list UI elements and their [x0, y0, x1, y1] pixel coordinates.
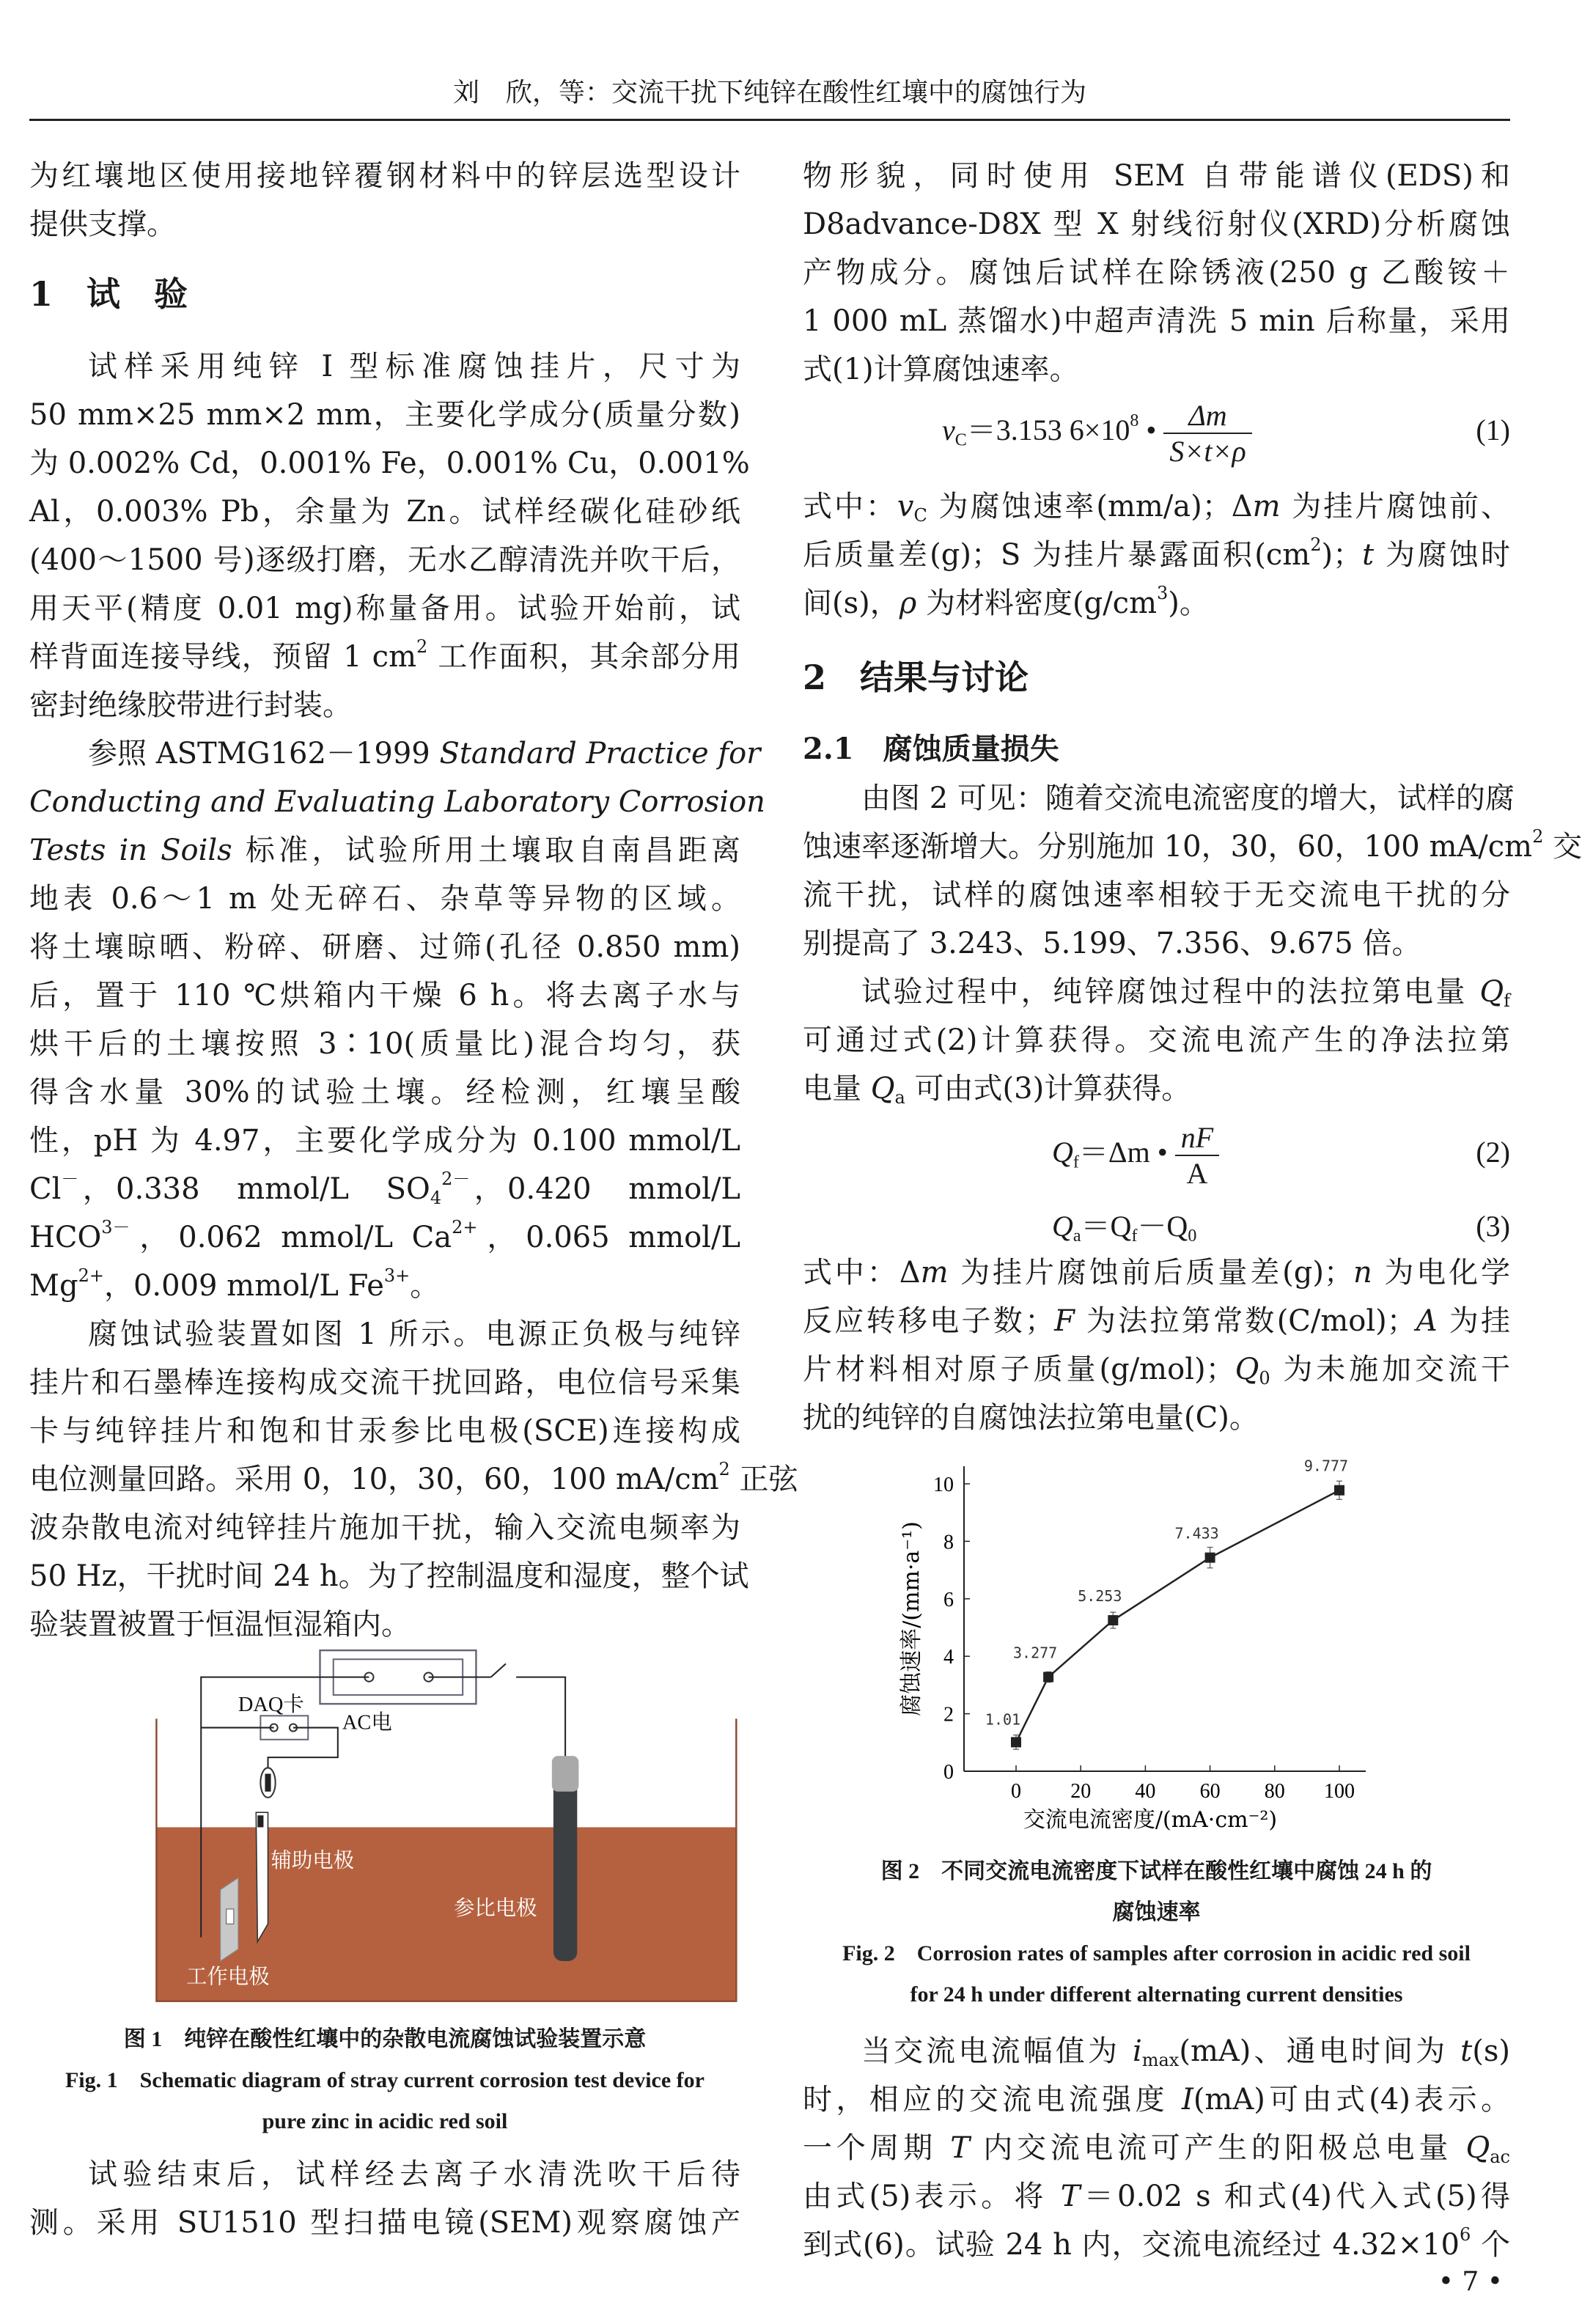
section-1-heading: 1 试 验 [29, 274, 188, 314]
text-line: 性，pH 为 4.97，主要化学成分为 0.100 mmol/L [29, 1124, 740, 1158]
text-line: 式(1)计算腐蚀速率。 [803, 353, 1079, 386]
figure-2-caption-cn-1: 图 2 不同交流电流密度下试样在酸性红壤中腐蚀 24 h 的 [880, 1859, 1432, 1883]
figure-2-caption-cn-2: 腐蚀速率 [1112, 1900, 1201, 1924]
text-line: (400～1500 号)逐级打磨，无水乙醇清洗并吹干后， [29, 543, 740, 577]
text-segment: 。 [410, 1269, 440, 1303]
data-point [1334, 1485, 1344, 1496]
x-axis-label: 交流电流密度/(mA·cm⁻²) [1023, 1807, 1278, 1833]
ac-charge-paragraph [803, 2027, 1510, 2269]
text-segment: 为电化学 [1372, 1256, 1511, 1290]
text-segment: F [1054, 1304, 1075, 1338]
y-tick-label: 0 [943, 1761, 954, 1784]
text-segment: 3+ [383, 1265, 411, 1286]
x-tick-label: 60 [1199, 1780, 1221, 1803]
y-tick-label: 6 [943, 1588, 954, 1611]
text-segment: 2 [1310, 534, 1322, 555]
text-line: 1 000 mL 蒸馏水)中超声清洗 5 min 后称量，采用 [803, 304, 1510, 338]
text-segment: 可由式(3)计算获得。 [905, 1072, 1191, 1106]
text-line: 将土壤晾晒、粉碎、研磨、过筛(孔径 0.850 mm) [29, 930, 740, 964]
text-line: 流干扰，试样的腐蚀速率相较于无交流电干扰的分 [803, 878, 1510, 912]
data-point [1043, 1672, 1053, 1683]
text-segment: Cl [29, 1172, 62, 1206]
text-segment: 由式(5)表示。将 [803, 2180, 1061, 2213]
figure-1-caption-en-2: pure zinc in acidic red soil [262, 2109, 508, 2133]
text-segment: ，0.065 mmol/L [477, 1221, 741, 1254]
text-segment: T [950, 2131, 970, 2165]
text-line: 验装置被置于恒温恒湿箱内。 [29, 1608, 411, 1641]
switch [491, 1663, 506, 1677]
equation-2-3-definitions [803, 1249, 1510, 1442]
y-axis-label: 腐蚀速率/(mm·a⁻¹) [899, 1521, 924, 1716]
text-segment: v [897, 490, 914, 523]
text-line: 别提高了 3.243、5.199、7.356、9.675 倍。 [803, 927, 1421, 960]
section-2-heading: 2 结果与讨论 [803, 658, 1029, 697]
equation-1-definitions [803, 482, 1510, 628]
figure-1-caption-en-1: Fig. 1 Schematic diagram of stray current corrosion test device for [65, 2068, 704, 2092]
text-segment: Standard Practice for [439, 737, 761, 771]
text-segment: 为未施加交流干 [1270, 1353, 1510, 1386]
text-line: Al，0.003% Pb，余量为 Zn。试样经碳化硅砂纸 [29, 495, 740, 529]
data-label: 9.777 [1303, 1457, 1349, 1475]
text-line: 可通过式(2)计算获得。交流电流产生的净法拉第 [803, 1023, 1510, 1057]
text-segment: 内交流电流可产生的阳极总电量 [969, 2131, 1466, 2165]
text-segment: 当交流电流幅值为 [861, 2034, 1133, 2068]
daq-label: DAQ卡 [238, 1694, 304, 1717]
text-line [803, 1297, 1510, 1345]
equation-number: (3) [1476, 1210, 1510, 1243]
text-segment: 式中： [803, 490, 897, 523]
text-line [29, 1213, 740, 1262]
figure-1-apparatus-diagram [149, 1644, 759, 2016]
text-segment: 标准，试验所用土壤取自南昌距离 [232, 834, 740, 867]
text-segment: 电量 [803, 1072, 871, 1106]
text-segment: 正弦 [729, 1463, 798, 1496]
text-segment: Q [1235, 1353, 1259, 1386]
text-line: 50 Hz，干扰时间 24 h。为了控制温度和湿度，整个试 [29, 1559, 749, 1593]
text-segment: m [920, 1256, 949, 1290]
x-tick-label: 100 [1324, 1780, 1355, 1803]
text-segment: )。 [1168, 586, 1209, 620]
text-line: 后，置于 110 ℃烘箱内干燥 6 h。将去离子水与 [29, 979, 740, 1012]
text-line [803, 1249, 1510, 1297]
x-tick-label: 20 [1070, 1780, 1092, 1803]
text-segment: 试验过程中，纯锌腐蚀过程中的法拉第电量 [861, 975, 1480, 1009]
analysis-paragraph [803, 152, 1510, 394]
text-line [803, 1064, 1510, 1113]
text-line: 腐蚀试验装置如图 1 所示。电源正负极与纯锌 [88, 1317, 740, 1351]
text-segment: 参照 ASTMG162－1999 [88, 737, 440, 771]
text-segment: 为挂片腐蚀前、 [1280, 490, 1511, 523]
equation-number: (2) [1476, 1136, 1510, 1169]
text-segment: I [1182, 2083, 1193, 2117]
text-segment: Conducting and Evaluating Laboratory Corrosion [29, 785, 765, 819]
text-segment: 工作面积，其余部分用 [427, 640, 741, 674]
auxiliary-electrode-label: 辅助电极 [271, 1848, 355, 1873]
reference-electrode [553, 1768, 577, 1961]
text-segment: 2+ [452, 1216, 478, 1238]
text-segment: 为腐蚀速率(mm/a)；Δ [927, 490, 1253, 523]
data-point [1011, 1737, 1021, 1747]
text-line: D8advance-D8X 型 X 射线衍射仪(XRD)分析腐蚀 [803, 207, 1510, 241]
figure-2-caption-en-1: Fig. 2 Corrosion rates of samples after corrosion in acidic red soil [842, 1941, 1471, 1966]
text-line [803, 2172, 1510, 2221]
text-line: 得含水量 30%的试验土壤。经检测，红壤呈酸 [29, 1075, 740, 1109]
text-segment: m [1252, 490, 1281, 523]
text-segment: Q [1479, 975, 1504, 1009]
y-tick-label: 10 [933, 1474, 954, 1496]
text-segment: (mA)可由式(4)表示。 [1193, 2083, 1510, 2117]
text-line [803, 579, 1510, 628]
text-segment: )； [1321, 538, 1363, 572]
text-segment: － [61, 1168, 79, 1189]
figure-2-corrosion-rate-chart [803, 1455, 1510, 1836]
text-segment: 4 [430, 1188, 442, 1209]
text-segment: i [1132, 2034, 1142, 2068]
mass-loss-paragraphs [803, 774, 1582, 1113]
data-label: 3.277 [1012, 1644, 1058, 1662]
text-line: 产物成分。腐蚀后试样在除锈液(250 g 乙酸铵＋ [803, 256, 1510, 290]
text-segment: 为材料密度(g/cm [916, 586, 1157, 620]
data-label: 5.253 [1078, 1587, 1122, 1606]
y-tick-label: 2 [943, 1703, 954, 1727]
text-segment: 为腐蚀时 [1374, 538, 1510, 572]
text-segment: 时，相应的交流电流强度 [803, 2083, 1182, 2117]
figure-1-caption-cn: 图 1 纯锌在酸性红壤中的杂散电流腐蚀试验装置示意 [123, 2027, 647, 2051]
text-line: 扰的纯锌的自腐蚀法拉第电量(C)。 [803, 1401, 1259, 1435]
fraction: $\frac{\Delta m}{S\times t\times\rho}$ [1163, 398, 1251, 468]
text-line: 挂片和石墨棒连接构成交流干扰回路，电位信号采集 [29, 1366, 740, 1400]
reference-electrode-label: 参比电极 [454, 1896, 537, 1921]
text-line: 为 0.002% Cd，0.001% Fe，0.001% Cu，0.001% [29, 446, 750, 480]
text-segment: 2 [416, 636, 428, 657]
text-segment: 为挂 [1437, 1304, 1511, 1338]
equation-2: $Q_f=\Delta m$ • $\frac{nF}{A}$ (2) [1052, 1121, 1510, 1190]
data-point [1108, 1615, 1118, 1625]
text-segment: Mg [29, 1269, 78, 1303]
header-rule [29, 119, 1510, 121]
text-line [29, 1455, 798, 1504]
text-line [29, 633, 740, 681]
text-line [29, 1262, 740, 1310]
text-line [803, 531, 1510, 579]
text-segment: a [894, 1087, 905, 1108]
text-segment: ＝0.02 s 和式(4)代入式(5)得 [1080, 2180, 1510, 2213]
text-line [803, 2221, 1510, 2269]
text-line: 由图 2 可见：随着交流电流密度的增大，试样的腐 [861, 782, 1515, 815]
ac-label: AC电 [342, 1711, 392, 1735]
text-line [29, 826, 740, 875]
text-line [803, 2027, 1510, 2075]
text-segment: 2－ [441, 1168, 471, 1189]
text-line: 用天平(精度 0.01 mg)称量备用。试验开始前，试 [29, 592, 740, 625]
text-segment: ρ [899, 586, 917, 620]
text-segment: A [1416, 1304, 1438, 1338]
auxiliary-electrode [256, 1812, 268, 1941]
page-number: • 7 • [1438, 2267, 1503, 2297]
text-segment: 一个周期 [803, 2131, 951, 2165]
experiment-paragraphs [29, 342, 798, 1649]
x-tick-label: 40 [1135, 1780, 1156, 1803]
text-line: 物形貌，同时使用 SEM 自带能谱仪(EDS)和 [803, 159, 1510, 193]
text-segment: 为挂片腐蚀前后质量差(g)； [948, 1256, 1353, 1290]
text-line: 波杂散电流对纯锌挂片施加干扰，输入交流电频率为 [29, 1511, 740, 1545]
data-point [1205, 1553, 1215, 1563]
text-segment: ，0.420 mmol/L [470, 1172, 740, 1206]
post-test-paragraph [29, 2150, 740, 2247]
text-segment: 0 [1259, 1368, 1270, 1389]
text-line: 提供支撑。 [29, 207, 176, 241]
text-segment: 后质量差(g)；S 为挂片暴露面积(cm [803, 538, 1311, 572]
x-tick-label: 0 [1011, 1780, 1021, 1803]
text-segment: f [1504, 990, 1510, 1012]
y-tick-label: 8 [943, 1531, 954, 1554]
text-segment: 交 [1543, 830, 1582, 864]
text-line: 密封绝缘胶带进行封装。 [29, 688, 352, 722]
text-segment: 3－ [101, 1216, 130, 1238]
text-line: 烘干后的土壤按照 3∶10(质量比)混合均匀，获 [29, 1027, 740, 1061]
intro-paragraph [29, 152, 740, 249]
text-segment: Q [870, 1072, 895, 1106]
text-line: 测。采用 SU1510 型扫描电镜(SEM)观察腐蚀产 [29, 2206, 740, 2240]
text-segment: 2+ [78, 1265, 104, 1286]
text-line [803, 968, 1510, 1016]
x-tick-label: 80 [1264, 1780, 1285, 1803]
text-line [29, 778, 765, 826]
running-header: 刘 欣，等：交流干扰下纯锌在酸性红壤中的腐蚀行为 [452, 78, 1086, 108]
y-tick-label: 4 [943, 1646, 954, 1669]
text-segment: 样背面连接导线，预留 1 cm [29, 640, 417, 674]
text-segment: ，0.009 mmol/L Fe [103, 1269, 384, 1303]
data-label: 1.01 [985, 1710, 1021, 1729]
text-line [803, 823, 1582, 871]
text-segment: 6 [1459, 2224, 1471, 2245]
text-line: 地表 0.6～1 m 处无碎石、杂草等异物的区域。 [29, 882, 740, 916]
text-segment: Q [1465, 2131, 1490, 2165]
text-segment: t [1460, 2034, 1473, 2068]
text-segment: ac [1490, 2147, 1510, 2168]
text-segment: 2 [718, 1458, 730, 1479]
text-line: 为红壤地区使用接地锌覆钢材料中的锌层选型设计 [29, 159, 740, 193]
text-segment: (s) [1472, 2034, 1510, 2068]
working-electrode-label: 工作电极 [185, 1964, 270, 1989]
text-segment: 2 [1532, 825, 1544, 847]
text-line: 试样采用纯锌 I 型标准腐蚀挂片，尺寸为 [88, 350, 740, 383]
text-segment: 为法拉第常数(C/mol)； [1074, 1304, 1416, 1338]
equation-number: (1) [1476, 413, 1510, 446]
text-segment: T [1060, 2180, 1081, 2213]
text-line [29, 1165, 740, 1213]
text-segment: Tests in Soils [29, 834, 232, 867]
figure-2-caption-en-2: for 24 h under different alternating current densities [910, 1982, 1403, 2007]
text-segment: 蚀速率逐渐增大。分别施加 10，30，60，100 mA/cm [803, 830, 1533, 864]
text-segment: 个 [1471, 2228, 1510, 2262]
text-segment: 到式(6)。试验 24 h 内，交流电流经过 4.32×10 [803, 2228, 1460, 2262]
section-2-1-heading: 2.1 腐蚀质量损失 [803, 732, 1059, 766]
text-segment: 片材料相对原子质量(g/mol)； [803, 1353, 1235, 1386]
text-segment: 间(s)， [803, 586, 899, 620]
text-segment: 式中：Δ [803, 1256, 921, 1290]
text-line [803, 482, 1510, 531]
text-segment: ，0.338 mmol/L SO [78, 1172, 430, 1206]
equation-1: $v_C=3.153$ $6\times 10^8$ • $\frac{\Delta m}{S\times t\times\rho}$ (1) [942, 399, 1510, 468]
text-line [803, 1345, 1510, 1394]
text-segment: n [1353, 1256, 1372, 1290]
text-segment: max [1141, 2050, 1180, 2071]
text-line: 50 mm×25 mm×2 mm，主要化学成分(质量分数) [29, 398, 740, 432]
equation-3: $Q_a=Q_f-Q_0$ (3) [803, 1202, 1510, 1251]
text-segment: C [913, 505, 927, 526]
text-line [29, 729, 761, 778]
text-segment: 3 [1157, 582, 1169, 603]
text-line [803, 2124, 1510, 2172]
data-label: 7.433 [1174, 1524, 1219, 1542]
text-line [803, 2075, 1510, 2124]
text-line: 试验结束后，试样经去离子水清洗吹干后待 [88, 2158, 740, 2191]
text-segment: 电位测量回路。采用 0，10，30，60，100 mA/cm [29, 1463, 719, 1496]
text-segment: 反应转移电子数； [803, 1304, 1055, 1338]
text-segment: HCO [29, 1221, 102, 1254]
text-segment: (mA)、通电时间为 [1179, 2034, 1461, 2068]
text-segment: t [1362, 538, 1375, 572]
text-segment: ，0.062 mmol/L Ca [130, 1221, 452, 1254]
text-line: 卡与纯锌挂片和饱和甘汞参比电极(SCE)连接构成 [29, 1414, 740, 1448]
